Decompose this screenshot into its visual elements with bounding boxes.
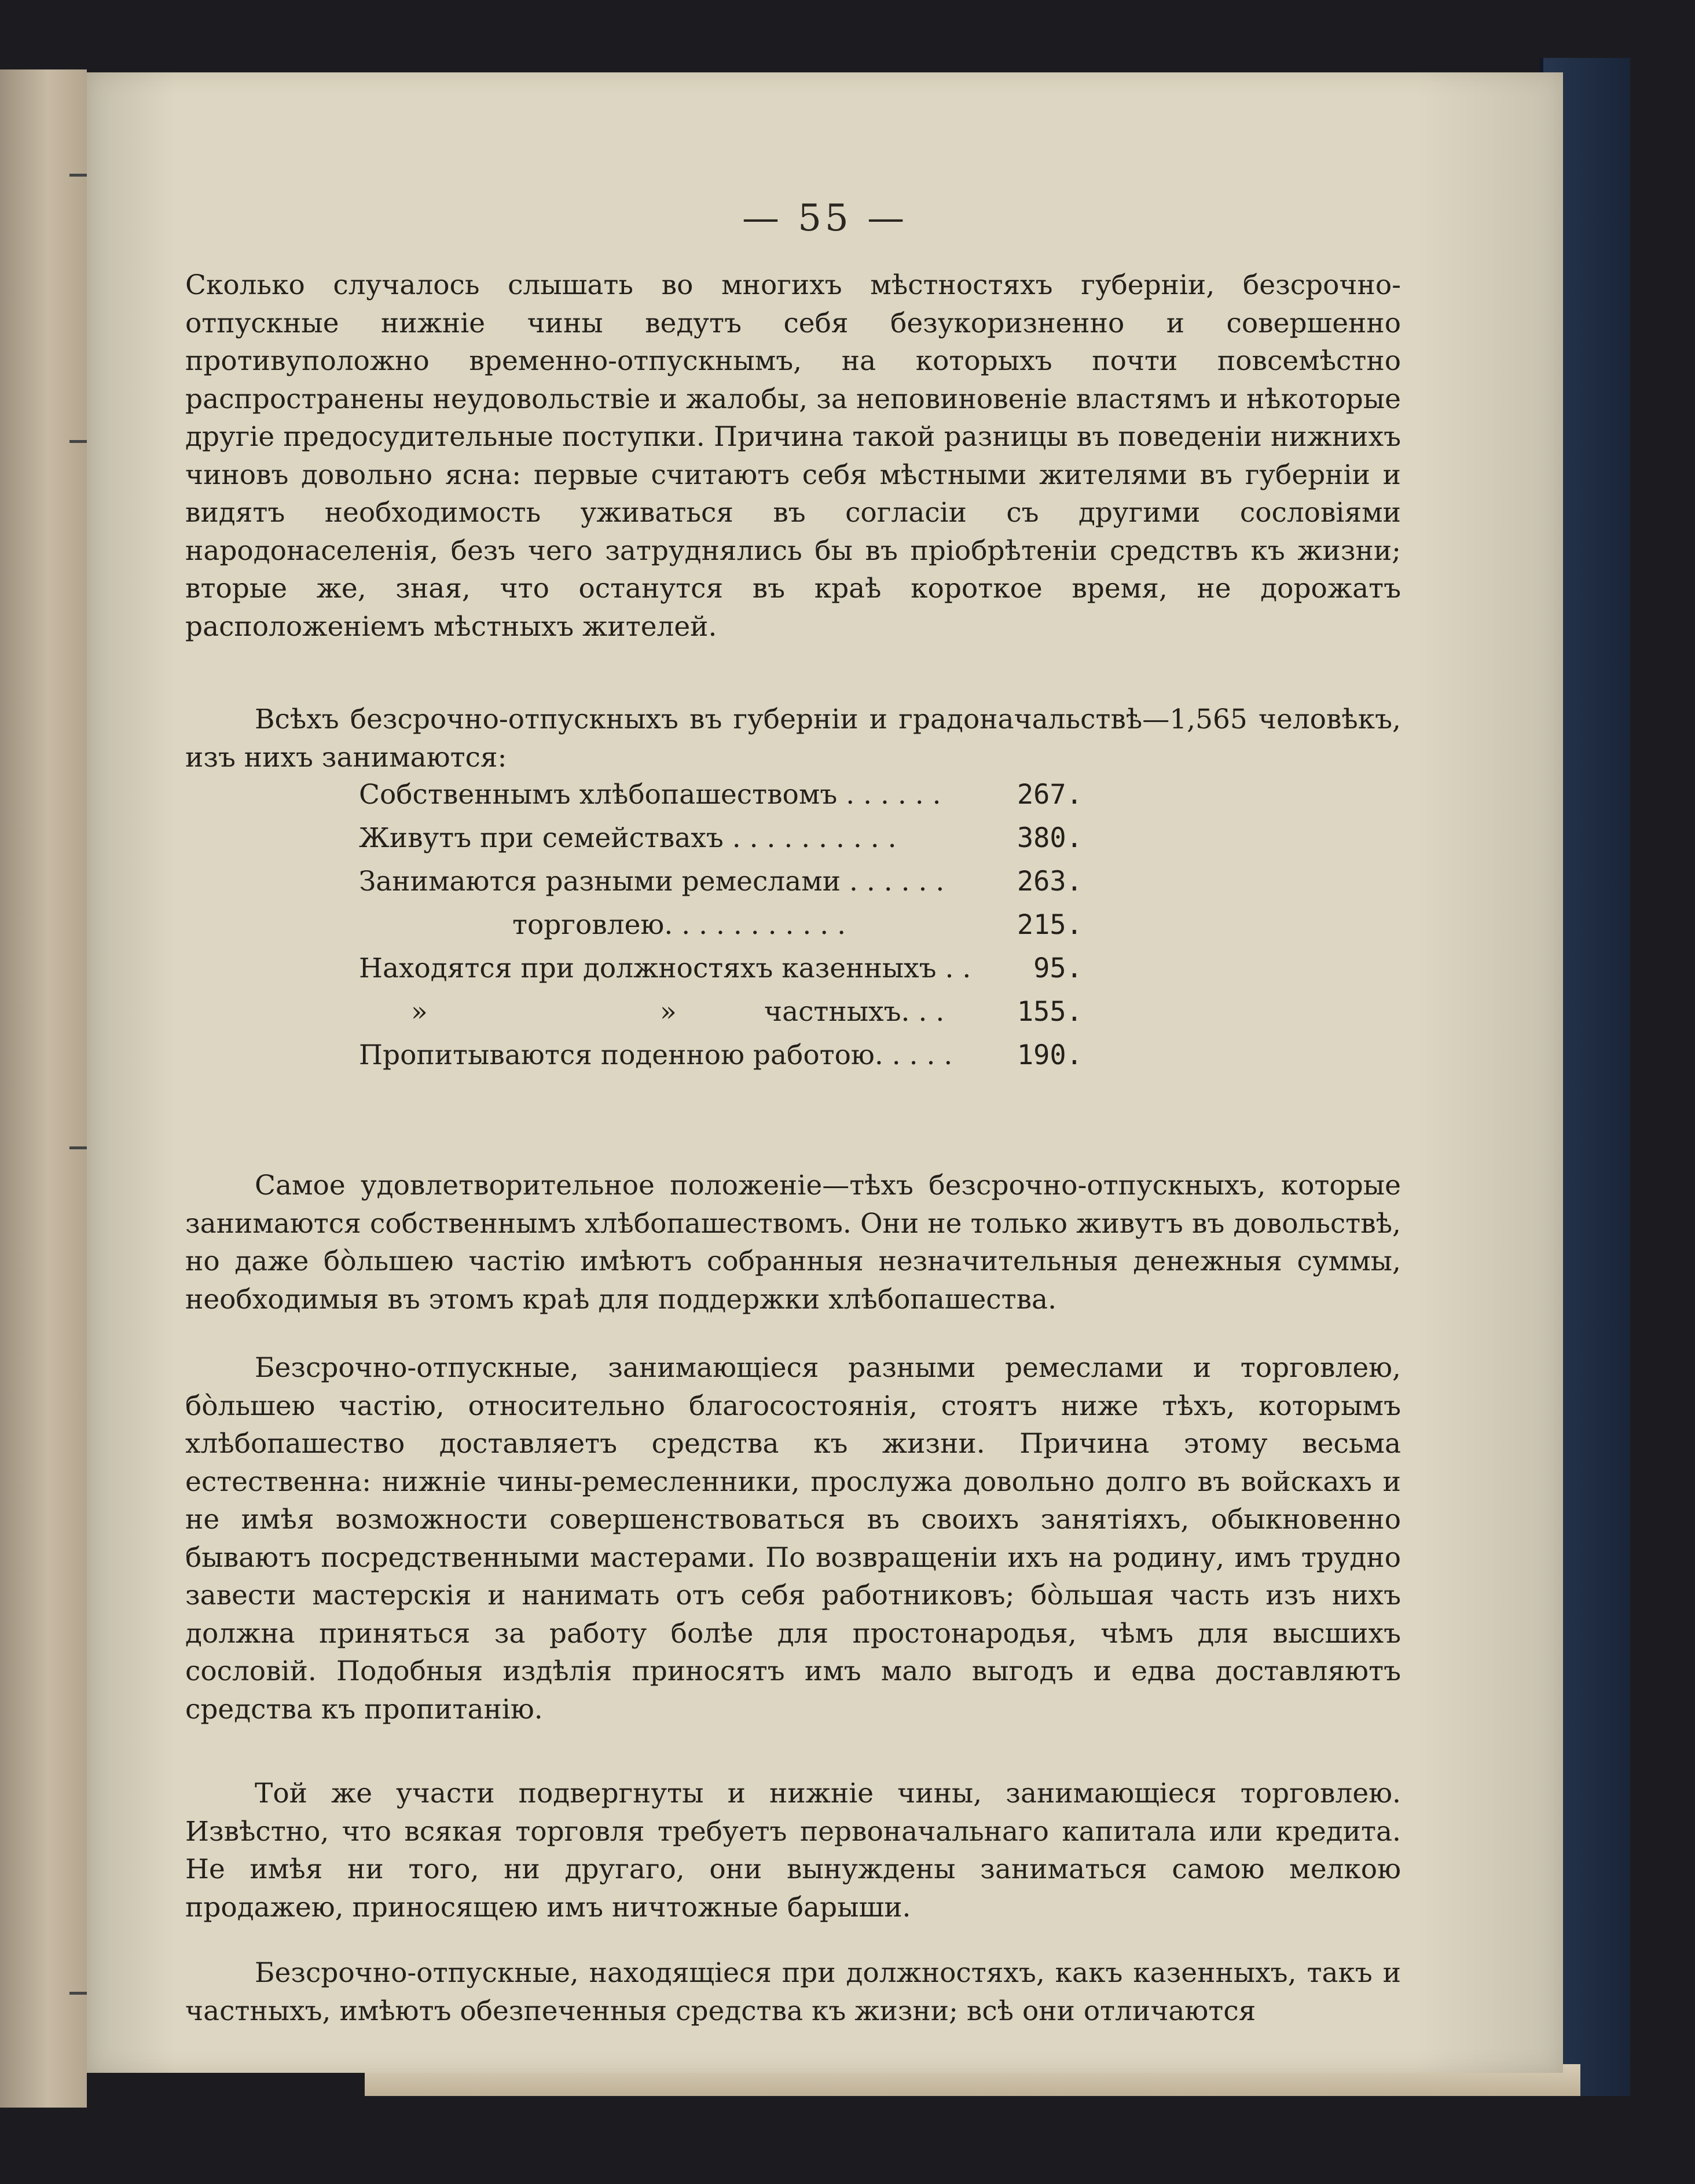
- row-value: 215.: [1017, 909, 1083, 941]
- occupation-table: [359, 779, 1083, 1083]
- paragraph-text: Безсрочно-отпускные, занимающіеся разными ремеслами и торговлею, бо̀льшею частію, относительно благосостоянія, стоятъ ниже тѣхъ, которымъ хлѣбопашество доставляетъ средства къ жизни. Причина этому весьма естественна: нижніе чины-ремесленники, прослужа довольно долго въ войскахъ и не имѣя возможности совершенствоваться въ своихъ занятіяхъ, обыкновенно бываютъ посредственными мастерами. По возвращеніи ихъ на родину, имъ трудно завести мастерскія и нанимать отъ себя работниковъ; бо̀льшая часть изъ нихъ должна приняться за работу болѣе для простонародья, чѣмъ для высшихъ сословій. Подобныя издѣлія приносятъ имъ мало выгодъ и едва доставляютъ средства къ пропитанію.: [185, 1352, 1401, 1725]
- paragraph-text: Безсрочно-отпускные, находящіеся при должностяхъ, какъ казенныхъ, такъ и частныхъ, имѣютъ обезпеченныя средства къ жизни; всѣ они отличаются: [185, 1957, 1401, 2027]
- paragraph-text: Самое удовлетворительное положеніе—тѣхъ безсрочно-отпускныхъ, которые занимаются собственнымъ хлѣбопашествомъ. Они не только живутъ въ довольствѣ, но даже бо̀льшею частію имѣютъ собранныя незначительныя денежныя суммы, необходимыя въ этомъ краѣ для поддержки хлѣбопашества.: [185, 1170, 1401, 1315]
- table-row: [359, 822, 1083, 866]
- row-label: Собственнымъ хлѣбопашествомъ . . . . . .: [359, 779, 941, 811]
- facing-page-edge: [0, 69, 87, 2108]
- ditto-mark: »: [411, 996, 428, 1028]
- book-page: [87, 72, 1563, 2073]
- paragraph-3: [185, 1167, 1401, 1318]
- row-label: Живутъ при семействахъ . . . . . . . . . .: [359, 822, 897, 854]
- table-row: [359, 996, 1083, 1039]
- paragraph-4: [185, 1349, 1401, 1728]
- table-row: [359, 909, 1083, 952]
- row-label: Пропитываются поденною работою. . . . .: [359, 1039, 953, 1071]
- table-row: [359, 952, 1083, 996]
- page-number: — 55 —: [742, 197, 908, 240]
- row-label: частныхъ. . .: [764, 996, 945, 1028]
- row-label: торговлею. . . . . . . . . . .: [512, 909, 846, 941]
- paragraph-text: Той же участи подвергнуты и нижніе чины, занимающіеся торговлею. Извѣстно, что всякая торговля требуетъ первоначальнаго капитала или кредита. Не имѣя ни того, ни другаго, они вынуждены заниматься самою мелкою продажею, приносящею имъ ничтожные барыши.: [185, 1778, 1401, 1923]
- row-label: Находятся при должностяхъ казенныхъ . .: [359, 952, 971, 984]
- row-value: 155.: [1017, 996, 1083, 1028]
- paragraph-5: [185, 1775, 1401, 1926]
- row-value: 263.: [1017, 866, 1083, 897]
- paragraph-1: [185, 266, 1401, 646]
- ditto-mark: »: [660, 996, 677, 1028]
- paragraph-text: Сколько случалось слышать во многихъ мѣстностяхъ губерніи, безсрочно-отпускные нижніе чины ведутъ себя безукоризненно и совершенно противуположно временно-отпускнымъ, на которыхъ почти повсемѣстно распространены неудовольствіе и жалобы, за неповиновеніе властямъ и нѣкоторые другіе предосудительные поступки. Причина такой разницы въ поведеніи нижнихъ чиновъ довольно ясна: первые считаютъ себя мѣстными жителями въ губерніи и видятъ необходимость уживаться въ согласіи съ другими сословіями народонаселенія, безъ чего затруднялись бы въ пріобрѣтеніи средствъ къ жизни; вторые же, зная, что останутся въ краѣ короткое время, не дорожатъ расположеніемъ мѣстныхъ жителей.: [185, 269, 1401, 643]
- table-row: [359, 779, 1083, 822]
- paragraph-2: [185, 701, 1401, 776]
- table-row: [359, 1039, 1083, 1083]
- row-label: Занимаются разными ремеслами . . . . . .: [359, 866, 945, 897]
- row-value: 95.: [1033, 952, 1083, 984]
- row-value: 380.: [1017, 822, 1083, 854]
- table-row: [359, 866, 1083, 909]
- paragraph-6: [185, 1954, 1401, 2030]
- paragraph-text: Всѣхъ безсрочно-отпускныхъ въ губерніи и градоначальствѣ—1,565 человѣкъ, изъ нихъ занимаются:: [185, 703, 1401, 774]
- row-value: 267.: [1017, 779, 1083, 811]
- row-value: 190.: [1017, 1039, 1083, 1071]
